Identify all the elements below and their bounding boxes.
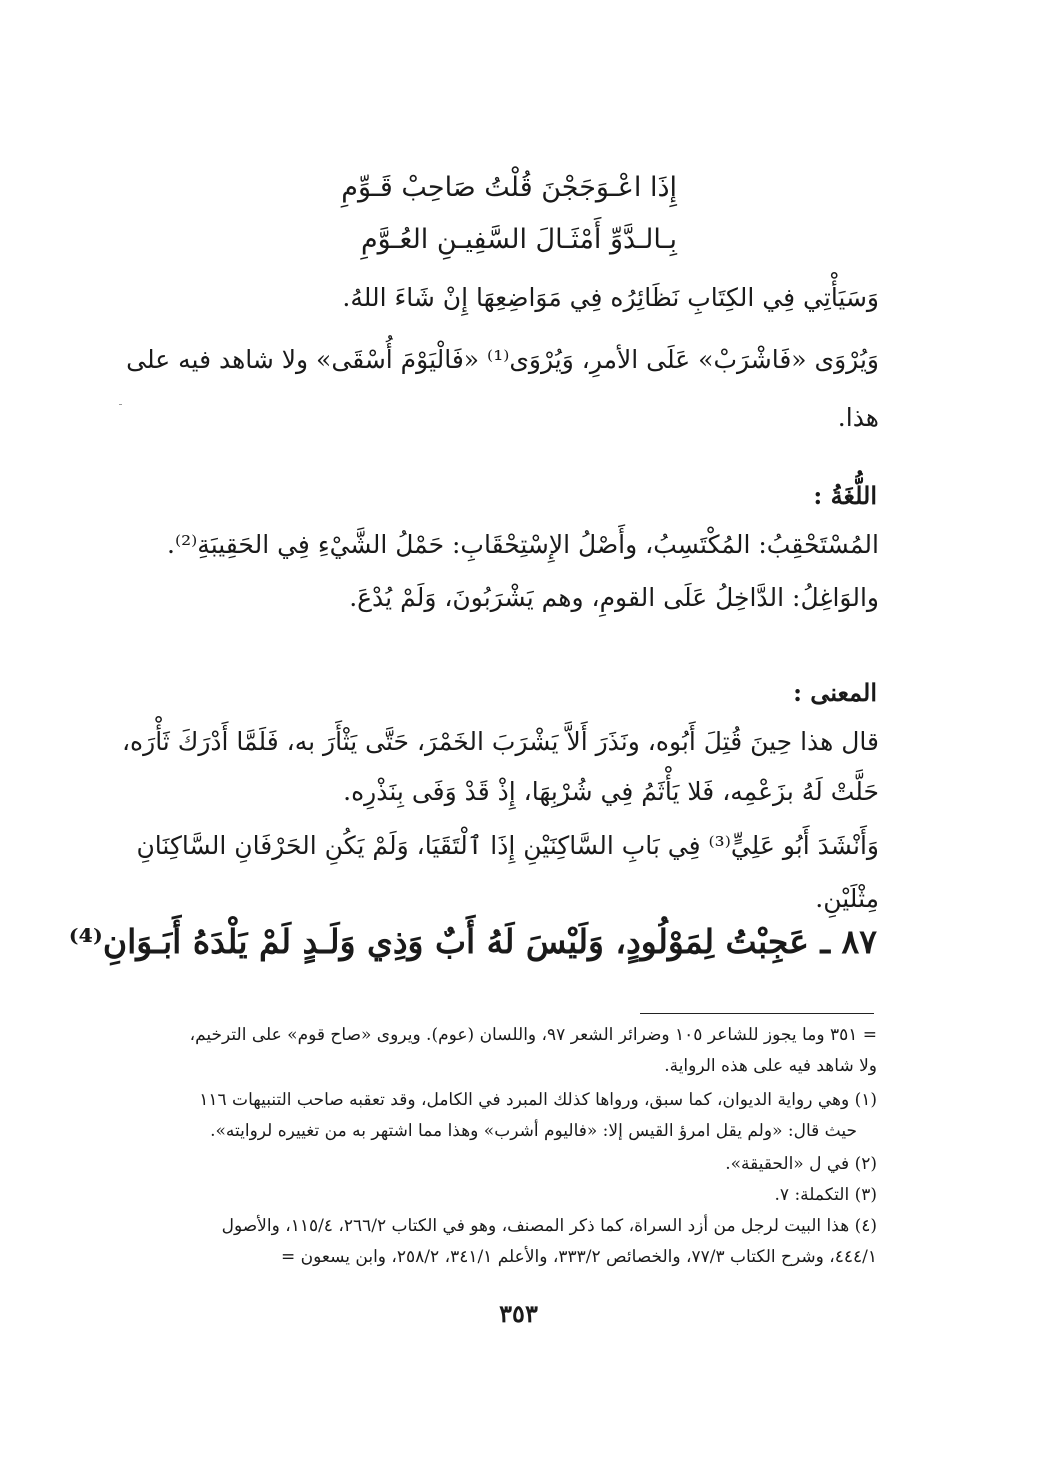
maana-line-3: وَأَنْشَدَ أَبُو عَلِيٍّ⁽³⁾ فِي بَابِ السَّاكِنَيْنِ إِذَا ٱلْتَقَيَا، وَلَمْ يَكُنِ الحَرْفَانِ السَّاكِنَانِ <box>136 831 879 860</box>
section-heading-maana: المعنى : <box>793 678 877 707</box>
footnote-2: (٢) في ل «الحقيقة». <box>725 1154 877 1174</box>
paragraph-line: وَسَيَأْتِي فِي الكِتَابِ نَظَائِرُه فِي مَوَاضِعِهَا إِنْ شَاءَ اللهُ. <box>342 283 879 312</box>
footnote-1: (١) وهي رواية الديوان، كما سبق، ورواها كذلك المبرد في الكامل، وقد تعقبه صاحب التنبيهات ١١٦ <box>199 1090 877 1110</box>
footnote-4: (٤) هذا البيت لرجل من أزد السراة، كما ذكر المصنف، وهو في الكتاب ٢٦٦/٢، ١١٥/٤، والأصول <box>221 1216 877 1236</box>
page-number: ٣٥٣ <box>499 1299 538 1328</box>
scan-mark <box>119 404 122 405</box>
section-heading-lugha: اللُّغَةُ : <box>813 481 877 510</box>
footnote-1-continued: حيث قال: «ولم يقل امرؤ القيس إلا: «فاليوم أشرب» وهذا مما اشتهر به من تغييره لروايته». <box>210 1121 857 1141</box>
verse-line-2: بِـالـدَّوِّ أَمْثَـالَ السَّفِيـنِ العُـوَّمِ <box>360 224 677 255</box>
footnote-continuation-line: = ٣٥١ وما يجوز للشاعر ١٠٥ وضرائر الشعر ٩٧، واللسان (عوم). ويروى «صاح قوم» على الترخيم، <box>189 1025 877 1045</box>
verse-line-1: إِذَا اعْـوَجَجْنَ قُلْتُ صَاحِبْ قَـوِّمِ <box>341 172 677 203</box>
maana-line-2: حَلَّتْ لَهُ بزَعْمِه، فَلا يَأْثَمُ فِي شُرْبِهَا، إِذْ قَدْ وَفَى بِنَذْرِه. <box>343 777 879 806</box>
maana-line-4: مِثْلَيْنِ. <box>815 884 879 913</box>
lugha-line-2: والوَاغِلُ: الدَّاخِلُ عَلَى القومِ، وهم يَشْرَبُونَ، وَلَمْ يُدْعَ. <box>349 583 879 612</box>
footnote-separator <box>640 1013 874 1014</box>
verse-87: ٨٧ ـ عَجِبْتُ لِمَوْلُودٍ، وَلَيْسَ لَهُ أَبٌ وَذِي وَلَـدٍ لَمْ يَلْدَهُ أَبَـوَانِ⁽⁴⁾ <box>68 922 877 961</box>
footnote-3: (٣) التكملة: ٧. <box>774 1185 877 1205</box>
footnote-4-continued: ٤٤٤/١، وشرح الكتاب ٧٧/٣، والخصائص ٣٣٣/٢، والأعلم ٣٤١/١، ٢٥٨/٢، وابن يسعون = <box>280 1247 877 1267</box>
lugha-line-1: المُسْتَحْقِبُ: المُكْتَسِبُ، وأَصْلُ الإِسْتِحْقَابِ: حَمْلُ الشَّيْءِ فِي الحَقِيبَةِ⁽²⁾. <box>167 530 879 559</box>
paragraph-line: وَيُرْوَى «فَاشْرَبْ» عَلَى الأمرِ، وَيُرْوَى⁽¹⁾ «فَالْيَوْمَ أُسْقَى» ولا شاهد فيه على <box>126 345 879 374</box>
footnote-continuation-line: ولا شاهد فيه على هذه الرواية. <box>664 1056 877 1076</box>
maana-line-1: قال هذا حِينَ قُتِلَ أَبُوه، ونَذَرَ أَلاَّ يَشْرَبَ الخَمْرَ، حَتَّى يَثْأَرَ به، فَلَمَّا أَدْرَكَ ثَأْرَه، <box>121 727 879 756</box>
paragraph-line: هذا. <box>837 403 879 432</box>
